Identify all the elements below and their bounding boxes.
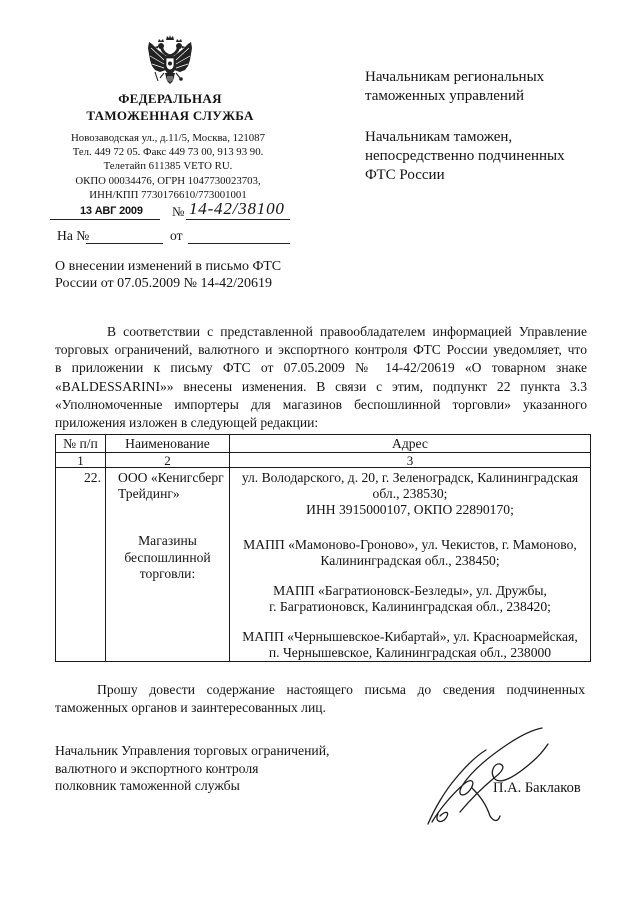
signatory-position <box>55 742 329 795</box>
address-line: МАПП «Мамоново-Гроново», ул. Чекистов, г. Мамоново, <box>243 537 577 552</box>
handwritten-signature <box>420 726 555 830</box>
date-field <box>50 203 160 220</box>
address-group <box>230 583 590 615</box>
body-paragraph <box>55 323 587 432</box>
address-line: ИНН 3915000107, ОКПО 22890170; <box>306 502 514 517</box>
subject-line: О внесении изменений в письмо ФТС <box>55 258 282 274</box>
address-cell <box>230 468 591 662</box>
address-group <box>230 468 590 518</box>
letter-subject <box>55 258 281 292</box>
address-line: г. Багратионовск, Калининградская обл., 238420; <box>269 599 551 614</box>
column-number-cell: 1 <box>56 453 106 468</box>
row-number-cell <box>56 468 106 662</box>
signatory-position-line: валютного и экспортного контроля <box>55 760 259 776</box>
subject-line: России от 07.05.2009 № 14-42/20619 <box>55 275 273 291</box>
company-note-line: торговли: <box>139 566 196 581</box>
organization-name <box>50 90 290 124</box>
address-group <box>230 629 590 661</box>
address-line: ул. Володарского, д. 20, г. Зеленоградск, Калининградская <box>241 470 579 485</box>
address-group <box>230 537 590 569</box>
column-number-row <box>56 453 591 468</box>
organization-name-line: ТАМОЖЕННАЯ СЛУЖБА <box>86 108 254 123</box>
importers-table <box>55 434 591 662</box>
address-line: Калининградская обл., 238450; <box>320 553 500 568</box>
body-line: в приложении к письму ФТС от 07.05.2009 № 14-42/20619 «О товарном знаке <box>55 360 587 376</box>
outgoing-number: 14-42/38100 <box>189 199 285 218</box>
table-row <box>56 468 591 662</box>
closing-paragraph <box>55 681 585 716</box>
recipient-group <box>365 68 544 106</box>
outgoing-number-field <box>186 199 290 220</box>
name-cell <box>106 468 230 662</box>
address-line: МАПП «Чернышевское-Кибартай», ул. Красноармейская, <box>242 629 578 644</box>
contact-line: Тел. 449 72 05. Факс 449 73 00, 913 93 90. <box>72 146 264 159</box>
company-note <box>106 533 229 583</box>
address-line: МАПП «Багратионовск-Безледы», ул. Дружбы, <box>273 583 547 598</box>
signatory-position-line: Начальник Управления торговых ограничений, <box>55 743 330 758</box>
coat-of-arms-icon <box>146 34 194 88</box>
row-number: 22. <box>84 470 101 485</box>
company-name <box>106 468 229 502</box>
body-line: «BALDESSARINI»» внесены изменения. В связи с этим, подпункт 22 пункта 3.3 <box>55 378 587 394</box>
body-line: торговых ограничений, валютного и экспортного контроля ФТС России уведомляет, что <box>55 342 587 358</box>
column-header: Наименование <box>106 435 230 453</box>
column-number-cell: 2 <box>106 453 230 468</box>
column-header: Адрес <box>230 435 591 453</box>
contact-line: ИНН/КПП 7730176610/773001001 <box>89 188 247 201</box>
reply-date-blank <box>188 228 290 244</box>
signatory-name: П.А. Баклаков <box>493 780 581 796</box>
table-header-row <box>56 435 591 453</box>
reply-date-label: от <box>170 228 183 243</box>
signatory-position-line: полковник таможенной службы <box>55 778 240 793</box>
body-line: В соответствии с представленной правообладателем информацией Управление <box>107 324 587 339</box>
address-line: обл., 238530; <box>372 486 448 501</box>
recipient-line: Начальникам региональных <box>365 69 545 85</box>
recipient-line: непосредственно подчиненных <box>365 147 565 164</box>
body-line: приложения изложен в следующей редакции: <box>55 415 319 431</box>
recipient-line: таможенных управлений <box>365 88 525 104</box>
closing-line: Прошу довести содержание настоящего письма до сведения подчиненных <box>97 682 585 697</box>
recipient-line: Начальникам таможен, <box>365 128 513 145</box>
date-stamp: 13 АВГ 2009 <box>80 205 143 217</box>
reply-number-blank <box>86 228 163 244</box>
contact-line: ОКПО 00034476, ОГРН 1047730023703, <box>75 174 261 187</box>
company-name-line: Трейдинг» <box>118 486 180 501</box>
company-name-line: ООО «Кенигсберг <box>118 470 224 485</box>
recipient-group <box>365 128 565 185</box>
address-line: п. Чернышевское, Калининградская обл., 238000 <box>268 645 552 660</box>
column-header: № п/п <box>56 435 106 453</box>
reply-number-label: На № <box>57 228 90 243</box>
contact-line: Новозаводская ул., д.11/5, Москва, 121087 <box>71 132 265 144</box>
number-label: № <box>172 204 185 219</box>
body-line: «Уполномоченные импортеры для магазинов беспошлинной торговли» указанного <box>55 396 587 412</box>
recipient-line: ФТС России <box>365 166 445 183</box>
company-note-line: беспошлинной <box>124 549 211 565</box>
contact-details <box>58 131 278 202</box>
closing-line: таможенных органов и заинтересованных лиц. <box>55 699 326 715</box>
contact-line: Телетайп 611385 VETO RU. <box>103 160 233 173</box>
column-number-cell: 3 <box>230 453 591 468</box>
organization-name-line: ФЕДЕРАЛЬНАЯ <box>118 91 222 106</box>
company-note-line: Магазины <box>138 533 197 548</box>
